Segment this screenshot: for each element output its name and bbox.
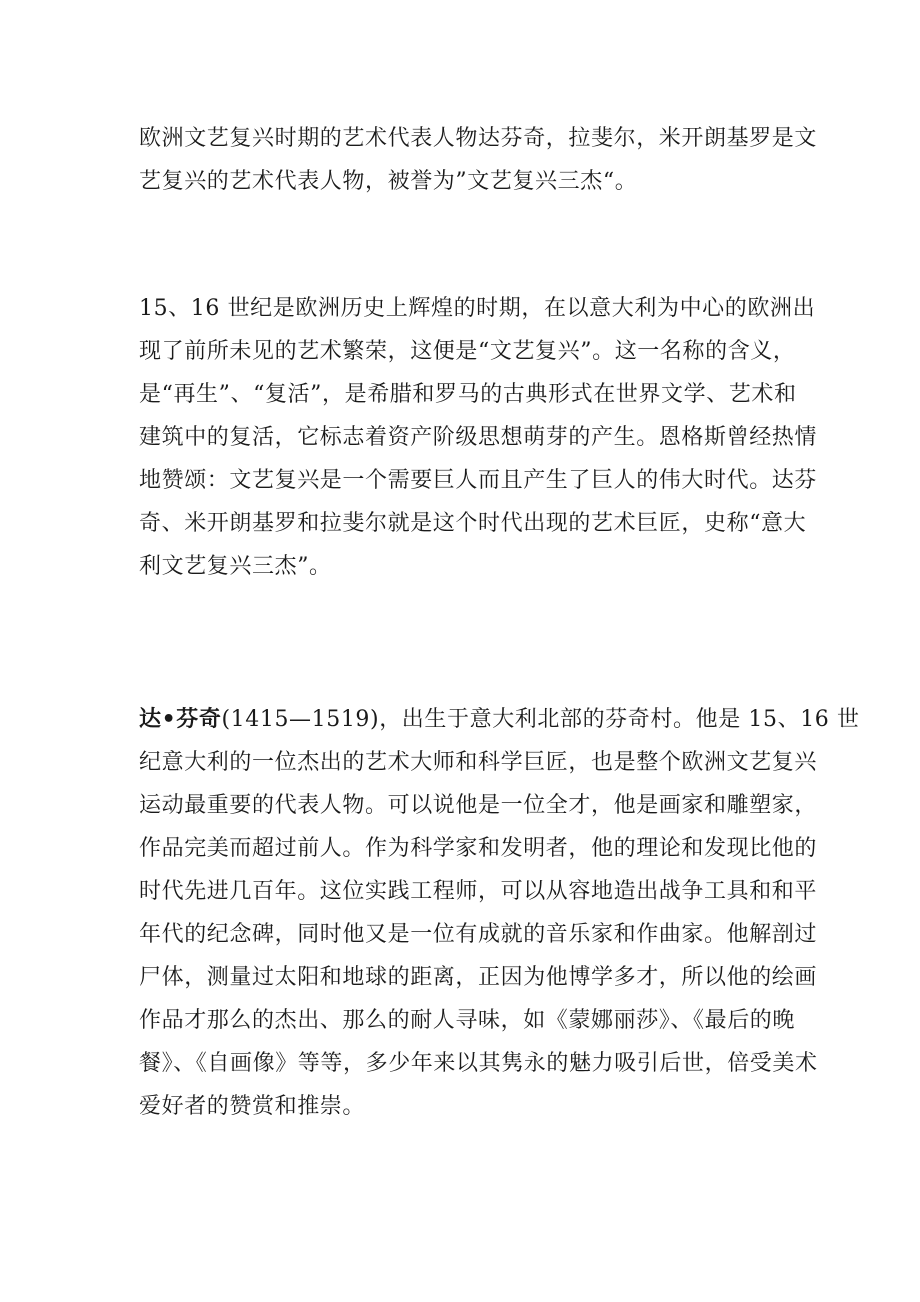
text-line-first <box>139 698 860 741</box>
text-line: 尸体，测量过太阳和地球的距离，正因为他博学多才，所以他的绘画 <box>139 965 818 990</box>
paragraph-da-vinci-biography <box>139 698 860 1128</box>
text-line: 现了前所未见的艺术繁荣，这便是“文艺复兴”。这一名称的含义， <box>139 339 796 364</box>
text-line: 15、16 世纪是欧洲历史上辉煌的时期，在以意大利为中心的欧洲出 <box>139 296 816 321</box>
text-line: 时代先进几百年。这位实践工程师，可以从容地造出战争工具和和平 <box>139 879 818 904</box>
text-line: 运动最重要的代表人物。可以说他是一位全才，他是画家和雕塑家， <box>139 793 818 818</box>
text-line: 奇、米开朗基罗和拉斐尔就是这个时代出现的艺术巨匠，史称“意大 <box>139 511 807 536</box>
text-line: 餐》、《自画像》等等，多少年来以其隽永的魅力吸引后世，倍受美术 <box>139 1051 818 1076</box>
text-line: 年代的纪念碑，同时他又是一位有成就的音乐家和作曲家。他解剖过 <box>139 922 818 947</box>
da-vinci-name-bold: 达•芬奇 <box>139 707 222 732</box>
text-line: 利文艺复兴三杰”。 <box>139 554 332 579</box>
paragraph-renaissance-masters <box>139 117 818 203</box>
paragraph-renaissance-history <box>139 287 818 588</box>
text-line: 欧洲文艺复兴时期的艺术代表人物达芬奇，拉斐尔，米开朗基罗是文 <box>139 126 818 151</box>
text-line: 作品完美而超过前人。作为科学家和发明者，他的理论和发现比他的 <box>139 836 818 861</box>
text-line: 纪意大利的一位杰出的艺术大师和科学巨匠，也是整个欧洲文艺复兴 <box>139 750 818 775</box>
text-line: 建筑中的复活，它标志着资产阶级思想萌芽的产生。恩格斯曾经热情 <box>139 425 818 450</box>
first-line-rest: (1415—1519)，出生于意大利北部的芬奇村。他是 15、16 世 <box>221 707 860 732</box>
text-line: 地赞颂：文艺复兴是一个需要巨人而且产生了巨人的伟大时代。达芬 <box>139 468 818 493</box>
text-line: 是“再生”、“复活”，是希腊和罗马的古典形式在世界文学、艺术和 <box>139 382 797 407</box>
text-line: 爱好者的赞赏和推崇。 <box>139 1094 366 1119</box>
text-line: 艺复兴的艺术代表人物，被誉为”文艺复兴三杰“。 <box>139 169 638 194</box>
text-line: 作品才那么的杰出、那么的耐人寻味，如《蒙娜丽莎》、《最后的晚 <box>139 1008 796 1033</box>
